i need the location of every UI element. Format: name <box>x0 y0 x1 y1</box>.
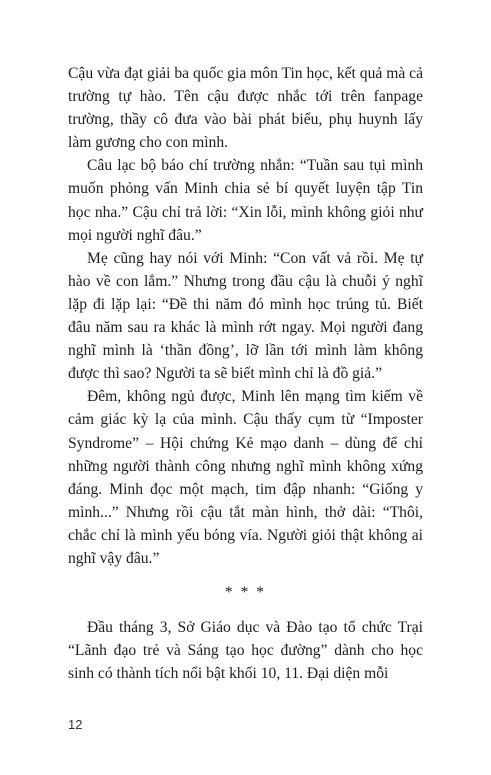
section-separator: * * * <box>224 584 267 602</box>
paragraph-2: Câu lạc bộ báo chí trường nhắn: “Tuần sau tụi mình muốn phỏng vấn Minh chia sẻ bí quyết luyện tập Tin học nha.” Cậu chỉ trả lời: “Xin lỗi, mình không giỏi như mọi người nghĩ đâu.” <box>68 157 423 244</box>
paragraph-3: Mẹ cũng hay nói với Minh: “Con vất vả rồi. Mẹ tự hào về con lắm.” Nhưng trong đầu cậu là chuỗi ý nghĩ lặp đi lặp lại: “Đề thi năm đó mình học trúng tủ. Biết đâu năm sau ra khác là mình rớt ngay. Mọi người đang nghĩ mình là ‘thần đồng’, lỡ lần tới mình làm không được thì sao? Người ta sẽ biết mình chỉ là đồ giả.” <box>68 249 423 383</box>
paragraph-4: Đêm, không ngủ được, Minh lên mạng tìm kiếm về cảm giác kỳ lạ của mình. Cậu thấy cụm từ “Imposter Syndrome” – Hội chứng Kẻ mạo danh – dùng để chỉ những người thành công nhưng nghĩ mình không xứng đáng. Minh đọc một mạch, tim đập nhanh: “Giống y mình...” Nhưng rồi cậu tắt màn hình, thở dài: “Thôi, chắc chỉ là mình yếu bóng vía. Người giỏi thật không ai nghĩ vậy đâu.” <box>68 388 423 567</box>
body-text <box>68 62 423 685</box>
paragraph-1: Cậu vừa đạt giải ba quốc gia môn Tin học, kết quả mà cả trường tự hào. Tên cậu được nhắc tới trên fanpage trường, thầy cô đưa vào bài phát biểu, phụ huynh lấy làm gương cho con mình. <box>68 65 423 152</box>
paragraph-5: Đầu tháng 3, Sở Giáo dục và Đào tạo tổ chức Trại “Lãnh đạo trẻ và Sáng tạo học đường” dành cho học sinh có thành tích nổi bật khối 10, 11. Đại diện mỗi <box>68 619 423 683</box>
page-number: 12 <box>68 717 83 732</box>
